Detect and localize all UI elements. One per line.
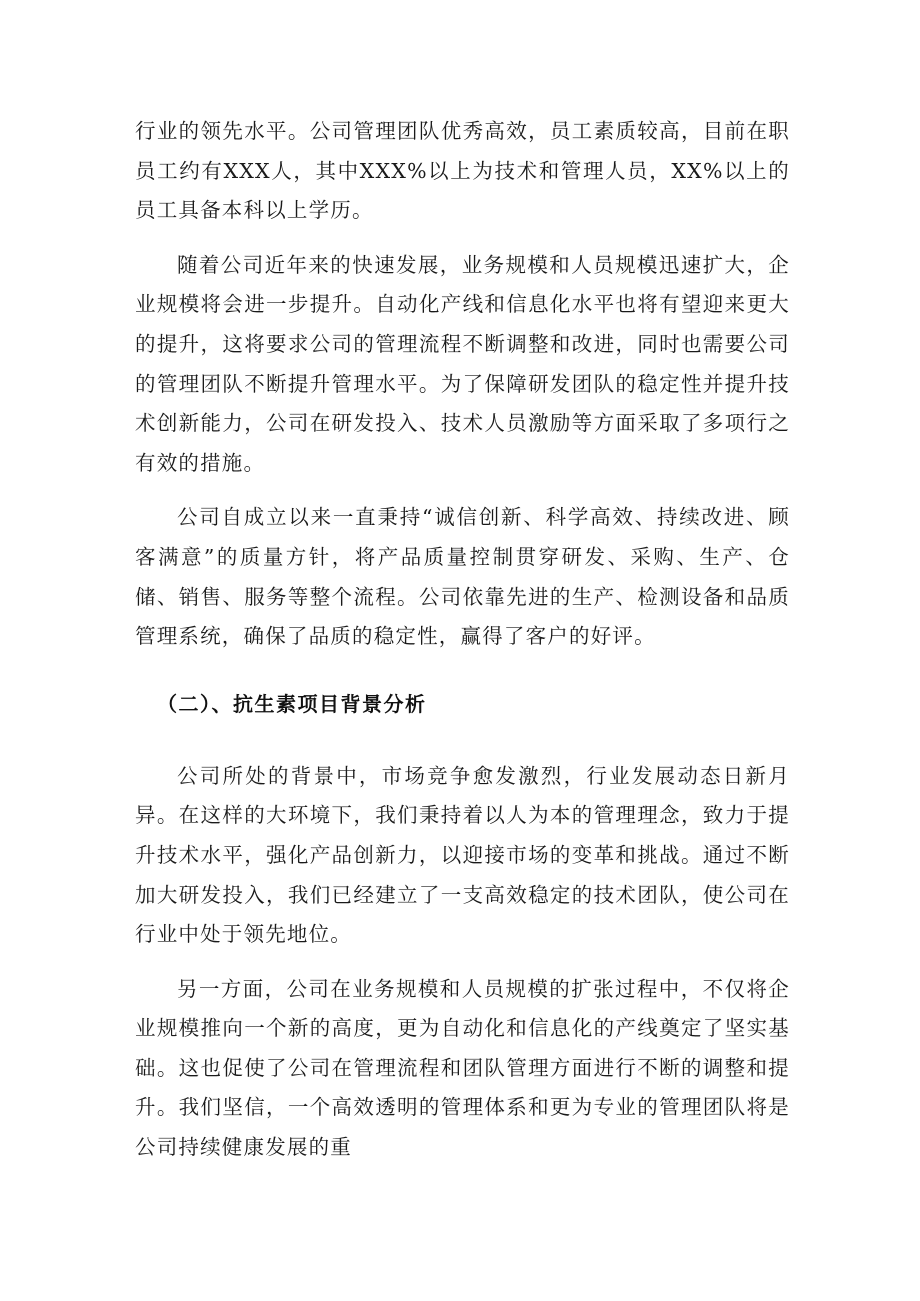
paragraph-rapid-growth: 随着公司近年来的快速发展，业务规模和人员规模迅速扩大，企业规模将会进一步提升。自动化产线和信息化水平也将有望迎来更大的提升，这将要求公司的管理流程不断调整和改进，同时也需要公司的管理团队不断提升管理水平。为了保障研发团队的稳定性并提升技术创新能力，公司在研发投入、技术人员激励等方面采取了多项行之有效的措施。 (135, 252, 790, 475)
paragraph-quality-policy: 公司自成立以来一直秉持“诚信创新、科学高效、持续改进、顾客满意”的质量方针，将产品质量控制贯穿研发、采购、生产、仓储、销售、服务等整个流程。公司依靠先进的生产、检测设备和品质管理系统，确保了品质的稳定性，赢得了客户的好评。 (135, 505, 790, 649)
paragraph-expansion: 另一方面，公司在业务规模和人员规模的扩张过程中，不仅将企业规模推向一个新的高度，更为自动化和信息化的产线奠定了坚实基础。这也促使了公司在管理流程和团队管理方面进行不断的调整和提升。我们坚信，一个高效透明的管理体系和更为专业的管理团队将是公司持续健康发展的重 (135, 976, 790, 1160)
paragraph-background: 公司所处的背景中，市场竞争愈发激烈，行业发展动态日新月异。在这样的大环境下，我们秉持着以人为本的管理理念，致力于提升技术水平，强化产品创新力，以迎接市场的变革和挑战。通过不断加大研发投入，我们已经建立了一支高效稳定的技术团队，使公司在行业中处于领先地位。 (135, 763, 790, 947)
paragraph-continued: 行业的领先水平。公司管理团队优秀高效，员工素质较高，目前在职员工约有XXX人，其中XXX%以上为技术和管理人员，XX%以上的员工具备本科以上学历。 (135, 119, 790, 223)
section-heading: （二）、抗生素项目背景分析 (157, 691, 427, 716)
document-body (135, 112, 790, 1183)
